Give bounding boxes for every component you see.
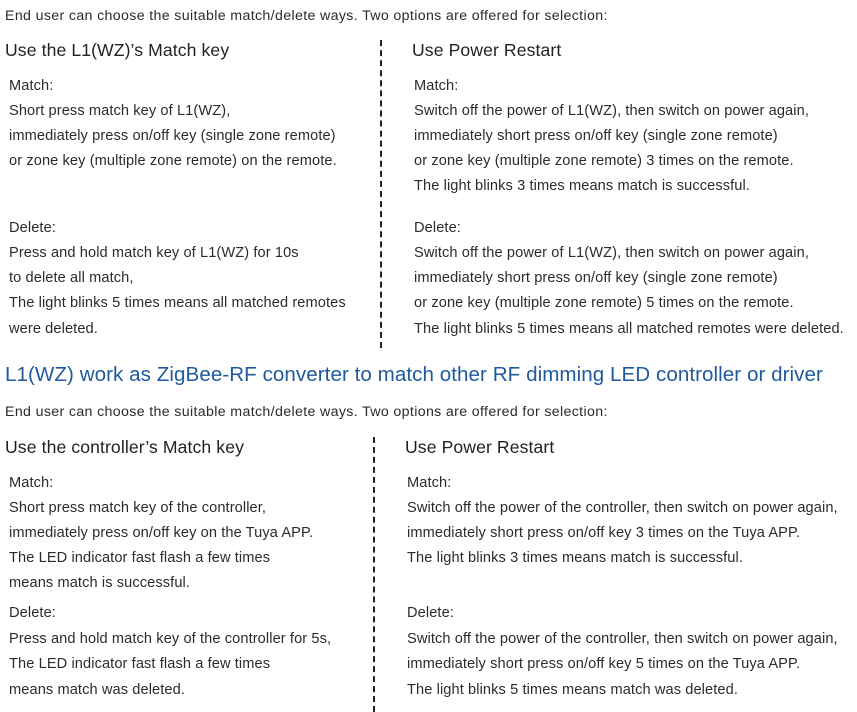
top-right-delete-line: immediately short press on/off key (single zone remote) <box>414 270 778 286</box>
top-left-delete-line: to delete all match, <box>9 270 134 286</box>
bottom-right-delete-line: immediately short press on/off key 5 times on the Tuya APP. <box>407 656 801 672</box>
bottom-right-match-line: immediately short press on/off key 3 times on the Tuya APP. <box>407 525 801 541</box>
bottom-left-delete-line: The LED indicator fast flash a few times <box>9 656 271 672</box>
top-right-delete-line: Switch off the power of L1(WZ), then switch on power again, <box>414 245 809 261</box>
bottom-left-delete-label: Delete: <box>9 605 56 621</box>
top-left-delete-line: were deleted. <box>9 321 98 337</box>
top-right-delete-label: Delete: <box>414 220 461 236</box>
bottom-right-delete-line: The light blinks 5 times means match was deleted. <box>407 682 738 698</box>
section-title: L1(WZ) work as ZigBee-RF converter to match other RF dimming LED controller or driver <box>5 363 823 386</box>
bottom-right-heading: Use Power Restart <box>405 437 555 457</box>
top-right-delete-line: The light blinks 5 times means all matched remotes were deleted. <box>414 321 844 337</box>
top-right-match-line: Switch off the power of L1(WZ), then switch on power again, <box>414 103 809 119</box>
bottom-left-match-line: immediately press on/off key on the Tuya APP. <box>9 525 314 541</box>
bottom-left-heading: Use the controller’s Match key <box>5 437 244 457</box>
bottom-left-delete-line: means match was deleted. <box>9 682 185 698</box>
top-right-heading: Use Power Restart <box>412 40 562 60</box>
bottom-left-match-label: Match: <box>9 475 54 491</box>
top-left-delete-line: The light blinks 5 times means all matched remotes <box>9 295 346 311</box>
bottom-intro-text: End user can choose the suitable match/delete ways. Two options are offered for selection: <box>5 404 608 420</box>
bottom-column-divider <box>373 437 375 712</box>
top-left-match-line: or zone key (multiple zone remote) on the remote. <box>9 153 337 169</box>
bottom-right-match-label: Match: <box>407 475 452 491</box>
top-left-match-label: Match: <box>9 78 54 94</box>
bottom-right-delete-line: Switch off the power of the controller, then switch on power again, <box>407 631 838 647</box>
top-right-delete-line: or zone key (multiple zone remote) 5 times on the remote. <box>414 295 794 311</box>
top-left-heading: Use the L1(WZ)’s Match key <box>5 40 230 60</box>
bottom-left-match-line: Short press match key of the controller, <box>9 500 267 516</box>
top-right-match-line: immediately short press on/off key (single zone remote) <box>414 128 778 144</box>
top-column-divider <box>380 40 382 348</box>
top-right-match-line: The light blinks 3 times means match is successful. <box>414 178 751 194</box>
top-left-match-line: immediately press on/off key (single zone remote) <box>9 128 336 144</box>
bottom-left-delete-line: Press and hold match key of the controller for 5s, <box>9 631 332 647</box>
top-intro-text: End user can choose the suitable match/delete ways. Two options are offered for selection: <box>5 8 608 24</box>
top-left-delete-label: Delete: <box>9 220 56 236</box>
top-left-match-line: Short press match key of L1(WZ), <box>9 103 231 119</box>
bottom-left-match-line: means match is successful. <box>9 575 191 591</box>
top-left-delete-line: Press and hold match key of L1(WZ) for 10s <box>9 245 299 261</box>
top-right-match-label: Match: <box>414 78 459 94</box>
bottom-left-match-line: The LED indicator fast flash a few times <box>9 550 271 566</box>
top-right-match-line: or zone key (multiple zone remote) 3 times on the remote. <box>414 153 794 169</box>
bottom-right-match-line: Switch off the power of the controller, then switch on power again, <box>407 500 838 516</box>
bottom-right-match-line: The light blinks 3 times means match is successful. <box>407 550 744 566</box>
bottom-right-delete-label: Delete: <box>407 605 454 621</box>
